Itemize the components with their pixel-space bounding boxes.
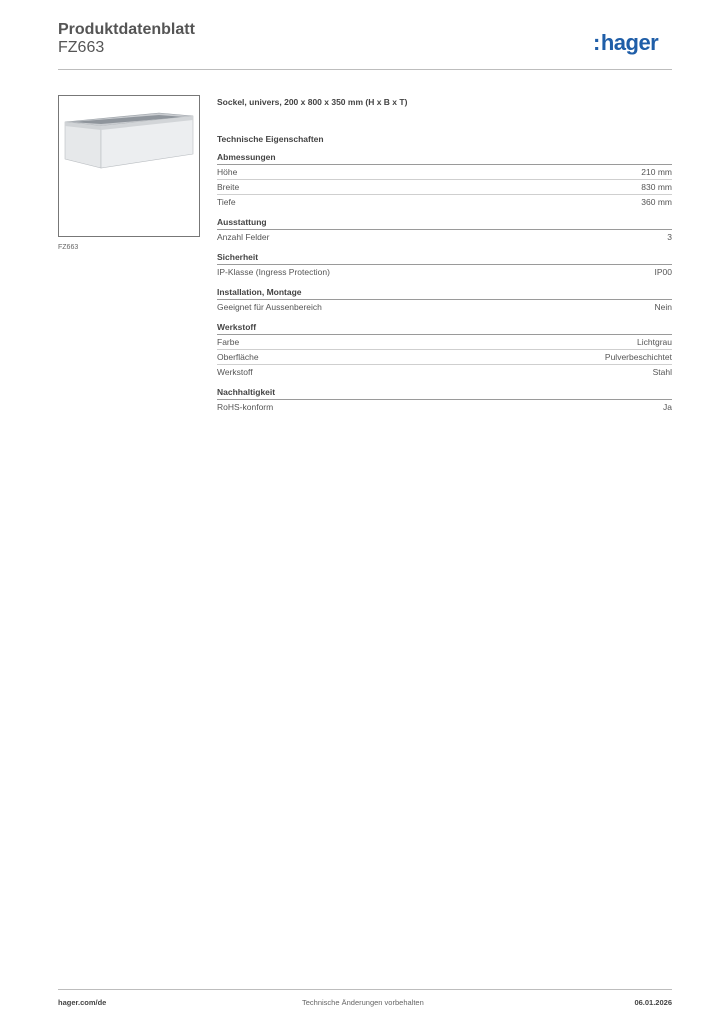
header-divider: [58, 69, 672, 70]
property-value: Lichtgrau: [637, 337, 672, 347]
section-heading: Werkstoff: [217, 322, 672, 335]
property-row: [217, 300, 672, 314]
section-heading: Ausstattung: [217, 217, 672, 230]
property-row: [217, 365, 672, 379]
property-row: [217, 350, 672, 365]
property-sections: [217, 152, 672, 414]
property-label: Tiefe: [217, 197, 236, 207]
page-title: Produktdatenblatt: [58, 21, 195, 38]
property-label: Breite: [217, 182, 240, 192]
property-section: [217, 252, 672, 279]
property-label: Anzahl Felder: [217, 232, 270, 242]
property-label: Farbe: [217, 337, 240, 347]
property-value: 360 mm: [641, 197, 672, 207]
footer-date: 06.01.2026: [634, 998, 672, 1007]
footer-website: hager.com/de: [58, 998, 107, 1007]
section-heading: Installation, Montage: [217, 287, 672, 300]
tech-properties-heading: Technische Eigenschaften: [217, 134, 324, 144]
property-label: IP-Klasse (Ingress Protection): [217, 267, 330, 277]
product-code: FZ663: [58, 39, 105, 56]
product-description: Sockel, univers, 200 x 800 x 350 mm (H x B x T): [217, 97, 408, 107]
image-caption: FZ663: [58, 244, 79, 251]
property-row: [217, 180, 672, 195]
property-label: Oberfläche: [217, 352, 259, 362]
property-value: Ja: [663, 402, 672, 412]
product-base-illustration: [59, 96, 199, 236]
property-section: [217, 322, 672, 379]
property-section: [217, 387, 672, 414]
section-heading: Nachhaltigkeit: [217, 387, 672, 400]
footer-divider: [58, 989, 672, 990]
product-image: [58, 95, 200, 237]
property-row: [217, 195, 672, 209]
property-row: [217, 335, 672, 350]
property-section: [217, 152, 672, 209]
property-section: [217, 287, 672, 314]
property-row: [217, 165, 672, 180]
property-value: Pulverbeschichtet: [604, 352, 672, 362]
property-section: [217, 217, 672, 244]
property-label: Höhe: [217, 167, 238, 177]
section-heading: Sicherheit: [217, 252, 672, 265]
property-value: Nein: [654, 302, 672, 312]
property-value: 3: [667, 232, 672, 242]
footer-notice: Technische Änderungen vorbehalten: [302, 998, 424, 1007]
property-value: IP00: [654, 267, 672, 277]
product-details: [217, 97, 672, 422]
property-row: [217, 400, 672, 414]
section-heading: Abmessungen: [217, 152, 672, 165]
property-value: Stahl: [652, 367, 672, 377]
property-label: Geeignet für Aussenbereich: [217, 302, 322, 312]
logo-text: hager: [600, 30, 659, 55]
property-row: [217, 265, 672, 279]
hager-logo: [593, 30, 658, 56]
property-value: 210 mm: [641, 167, 672, 177]
property-row: [217, 230, 672, 244]
property-value: 830 mm: [641, 182, 672, 192]
property-label: Werkstoff: [217, 367, 253, 377]
property-label: RoHS-konform: [217, 402, 274, 412]
logo-dots-icon: :: [593, 30, 600, 55]
